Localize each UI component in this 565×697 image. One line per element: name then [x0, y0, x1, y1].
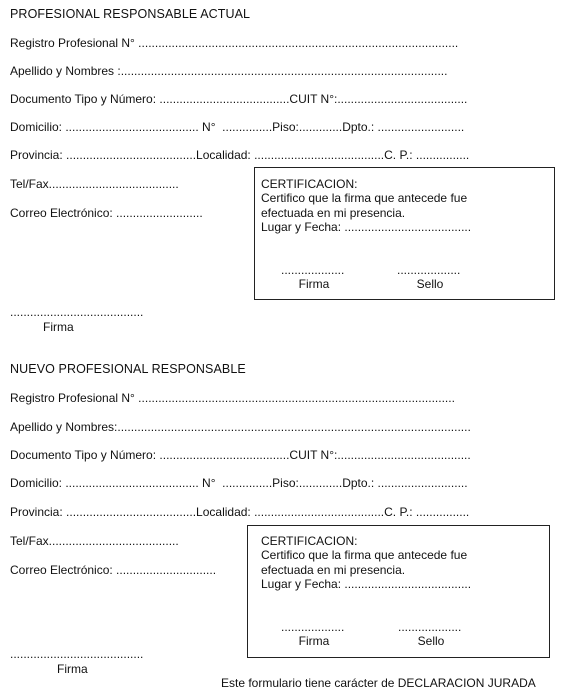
section2-telfax-field[interactable]: Tel/Fax....................................... [10, 534, 179, 548]
section1-firma-line[interactable]: ........................................ [10, 305, 144, 319]
section2-domicilio-field[interactable]: Domicilio: ........................................ N° ...............Piso:.............Dpto.: ........................... [10, 476, 468, 490]
section1-cert-sello-line[interactable]: ................... [397, 263, 461, 277]
section1-cert-fecha-field[interactable]: Lugar y Fecha: ...................................... [261, 220, 472, 234]
section1-certification-box [254, 167, 555, 300]
section1-domicilio-field[interactable]: Domicilio: ........................................ N° ...............Piso:.............Dpto.: .......................... [10, 120, 465, 134]
section1-cert-firma-label: Firma [298, 277, 330, 291]
section1-firma-label: Firma [43, 320, 74, 334]
section2-cert-line2: efectuada en mi presencia. [261, 563, 406, 577]
section1-apellido-field[interactable]: Apellido y Nombres :.................................................................................................. [10, 64, 448, 78]
section1-telfax-field[interactable]: Tel/Fax....................................... [10, 177, 179, 191]
section2-certification-box [247, 525, 550, 658]
declaracion-jurada-note: Este formulario tiene carácter de DECLARACION JURADA [221, 676, 536, 690]
section1-cert-title: CERTIFICACION: [261, 177, 358, 191]
section1-cert-line1: Certifico que la firma que antecede fue [261, 191, 468, 205]
section2-cert-fecha-field[interactable]: Lugar y Fecha: ...................................... [261, 577, 472, 591]
section1-correo-field[interactable]: Correo Electrónico: .......................... [10, 206, 203, 220]
section2-cert-firma-line[interactable]: ................... [281, 620, 345, 634]
section2-apellido-field[interactable]: Apellido y Nombres:.......................................................................................................... [10, 420, 471, 434]
section2-cert-firma-label: Firma [298, 634, 330, 648]
section2-firma-label: Firma [57, 662, 88, 676]
section1-registro-field[interactable]: Registro Profesional N° ................................................................................................ [10, 36, 459, 50]
section2-title: NUEVO PROFESIONAL RESPONSABLE [10, 362, 246, 376]
section2-provincia-field[interactable]: Provincia: .......................................Localidad: .......................................C. P.: ................ [10, 505, 470, 519]
section2-documento-field[interactable]: Documento Tipo y Número: .......................................CUIT N°:........................................ [10, 448, 471, 462]
section1-provincia-field[interactable]: Provincia: .......................................Localidad: .......................................C. P.: ................ [10, 148, 470, 162]
section1-title: PROFESIONAL RESPONSABLE ACTUAL [10, 7, 251, 21]
section2-cert-line1: Certifico que la firma que antecede fue [261, 548, 468, 562]
section2-correo-field[interactable]: Correo Electrónico: .............................. [10, 563, 217, 577]
section2-cert-title: CERTIFICACION: [261, 534, 358, 548]
section1-documento-field[interactable]: Documento Tipo y Número: .......................................CUIT N°:....................................... [10, 92, 468, 106]
section2-registro-field[interactable]: Registro Profesional N° ............................................................................................... [10, 391, 455, 405]
section2-cert-sello-line[interactable]: ................... [398, 620, 462, 634]
section1-cert-line2: efectuada en mi presencia. [261, 206, 406, 220]
section1-cert-firma-line[interactable]: ................... [281, 263, 345, 277]
section2-firma-line[interactable]: ........................................ [10, 647, 144, 661]
section1-cert-sello-label: Sello [416, 277, 444, 291]
section2-cert-sello-label: Sello [417, 634, 445, 648]
